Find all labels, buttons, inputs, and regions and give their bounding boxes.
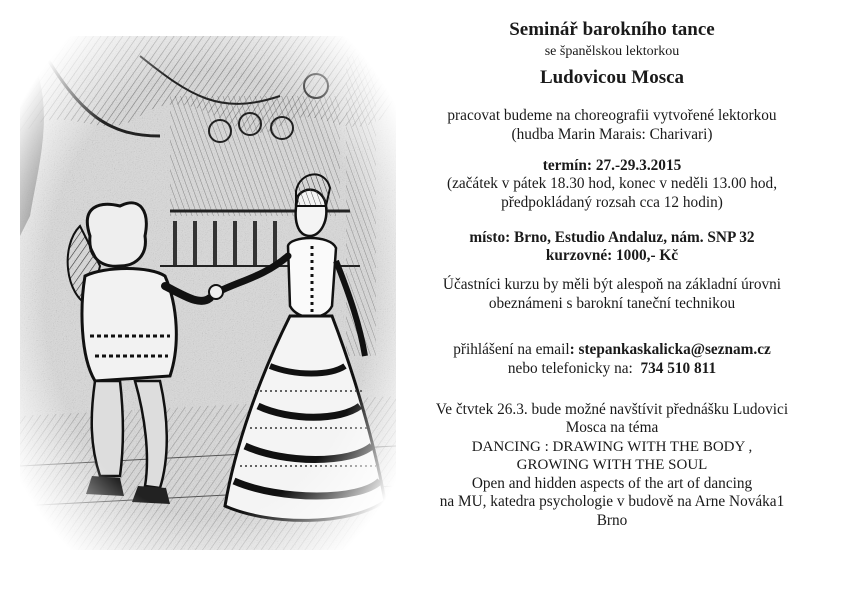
lecture-title-1: DANCING : DRAWING WITH THE BODY , [471,438,753,455]
lecture-line-2: Mosca na téma [565,419,659,437]
venue-place: místo: Brno, Estudio Andaluz, nám. SNP 32 [469,228,755,246]
subtitle: se španělskou lektorkou [544,44,680,60]
lecturer-name: Ludovicou Mosca [539,67,685,89]
lecture-line-7: Brno [596,511,628,529]
choreography-line-2: (hudba Marin Marais: Charivari) [511,126,713,144]
email-line [402,341,822,360]
lecture-line-6: na MU, katedra psychologie v budově na Arne Nováka1 [439,493,785,511]
email-label: přihlášení na email [453,341,570,359]
lecture-line-1: Ve čtvtek 26.3. bude možné navštívit přednášku Ludovici [435,400,789,418]
invitation-text [402,18,822,531]
phone-number[interactable]: 734 510 811 [640,359,717,377]
page-title: Seminář barokního tance [509,19,715,40]
schedule-line-1: (začátek v pátek 18.30 hod, konec v neděli 13.00 hod, [446,175,778,193]
lecture-line-5: Open and hidden aspects of the art of dancing [471,474,753,492]
choreography-line-1: pracovat budeme na choreografii vytvořené lektorkou [447,107,777,125]
term-date: termín: 27.-29.3.2015 [542,156,682,174]
requirement-line-2: obeznámeni s barokní taneční technikou [488,294,736,312]
phone-line [402,360,822,379]
schedule-line-2: předpokládaný rozsah cca 12 hodin) [501,194,723,212]
lecture-title-2: GROWING WITH THE SOUL [516,457,708,474]
phone-label: nebo telefonicky na: [507,359,633,377]
email-link[interactable]: : stepankaskalicka@seznam.cz [569,341,771,359]
baroque-dancers-illustration [20,36,396,550]
requirement-line-1: Účastníci kurzu by měli být alespoň na základní úrovni [442,276,782,294]
engraving-icon [20,36,396,550]
course-fee: kurzovné: 1000,- Kč [545,247,679,265]
